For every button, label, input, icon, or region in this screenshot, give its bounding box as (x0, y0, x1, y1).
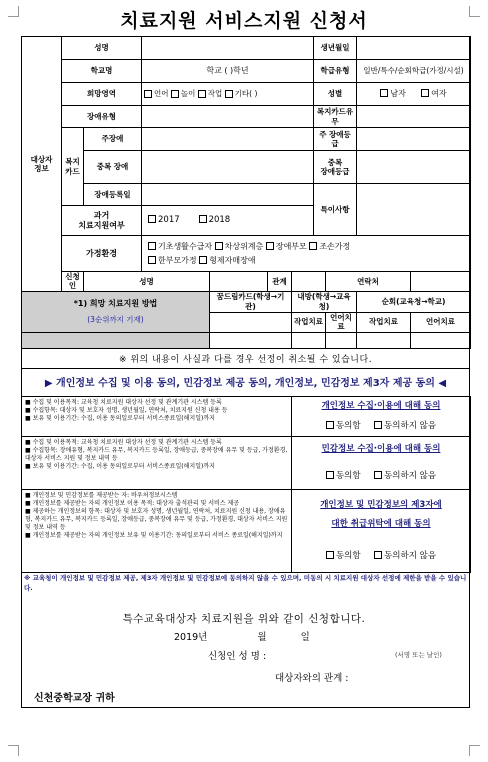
relation-label: 관계 (268, 272, 292, 292)
gender-label: 성별 (314, 83, 357, 106)
area-option-play[interactable]: 놀이 (171, 89, 196, 98)
gender-option-female[interactable]: 여자 (421, 89, 446, 98)
registered-date-field[interactable] (142, 184, 314, 206)
applicant-label: 신청인 (62, 272, 84, 292)
apply-statement: 특수교육대상자 치료지원을 위와 같이 신청합니다. (122, 613, 366, 625)
checkbox-icon (144, 90, 152, 98)
application-date (174, 629, 310, 643)
form-title: 치료지원 서비스지원 신청서 (120, 10, 368, 32)
applicant-signature-line[interactable]: 신청인 성 명 : (208, 651, 267, 662)
sensitive-disagree-option[interactable]: 동의하지 않음 (374, 471, 436, 481)
welfare-card-no-field[interactable] (357, 106, 471, 128)
consent-sensitive-title: 민감정보 수집·이용에 대해 동의 (321, 443, 441, 454)
checkbox-icon (225, 90, 233, 98)
itinerant-work-therapy[interactable]: 작업치료 (357, 312, 411, 332)
desired-area-options (142, 83, 314, 106)
sub-grade-label: 중복 장애등급 (314, 151, 357, 184)
checkbox-icon (374, 551, 382, 559)
itinerant-speech-therapy[interactable]: 언어치료 (411, 312, 471, 332)
special-notes-label: 특이사항 (314, 184, 357, 236)
checkbox-icon (380, 89, 388, 97)
area-option-speech[interactable]: 언어 (144, 89, 169, 98)
date-year[interactable]: 2019년 (174, 632, 208, 643)
visit-work-therapy[interactable]: 작업치료 (292, 312, 326, 332)
consent-personal-title: 개인정보 수집·이용에 대해 동의 (321, 401, 441, 412)
consent-third-party-options (292, 551, 470, 562)
welfare-card-no-label: 복지카드유무 (314, 106, 357, 128)
visit-speech-therapy[interactable]: 언어치료 (326, 312, 357, 332)
family-option-basic-livelihood[interactable]: 기초생활수급자 (148, 242, 212, 251)
past-option-2017[interactable]: 2017 (148, 215, 180, 225)
desired-method-subtitle: (3순위까지 기재) (87, 314, 144, 324)
itinerant-speech-rank[interactable] (411, 332, 471, 348)
crop-mark-bottom-left (8, 745, 19, 756)
welfare-card-label: 복지 카드 (62, 128, 84, 206)
third-party-disagree-option[interactable]: 동의하지 않음 (374, 551, 436, 561)
consent-table (21, 396, 471, 573)
checkbox-icon (266, 242, 274, 250)
consent-third-party-title-1: 개인정보 및 민감정보의 제3자에 (320, 500, 442, 511)
checkbox-icon (198, 90, 206, 98)
contact-field[interactable] (411, 272, 471, 292)
checkbox-icon (326, 551, 334, 559)
family-option-disabled-parent[interactable]: 장애부모 (266, 242, 307, 251)
checkbox-icon (374, 471, 382, 479)
checkbox-icon (374, 421, 382, 429)
itinerant-work-rank[interactable] (357, 332, 411, 348)
school-field[interactable]: 학교 ( )학년 (142, 60, 314, 83)
applicant-name-label: 성명 (84, 272, 210, 292)
checkbox-icon (309, 242, 317, 250)
past-support-options (142, 206, 314, 236)
consent-personal-cell (292, 397, 471, 437)
method-card-field[interactable] (210, 312, 292, 332)
consent-block-sensitive: ■ 수집 및 이용목적: 교육청 치료지원 대상자 선정 및 관계기관 시스템 등록 ■ 수집항목: 장애유형, 복지카드 유무, 복지카드 등록일, 장애등급, 중복장애 유무 및 등급, 가정환경, 대상자 서비스 지원 및 정보 내역 등 ■ 보유 및 이용기간: 수집, 이용 동의일로부터 서비스종료일(해지일)까지 (22, 437, 292, 490)
checkbox-icon (148, 215, 156, 223)
sensitive-agree-option[interactable]: 동의함 (326, 471, 361, 481)
consent-personal-options (292, 421, 470, 432)
method-itinerant-header: 순회(교육청→학교) (357, 291, 471, 312)
contact-label: 연락처 (326, 272, 411, 292)
name-field[interactable] (142, 37, 314, 60)
sub-grade-field[interactable] (357, 151, 471, 184)
family-env-options (142, 236, 471, 272)
disability-type-label: 장애유형 (62, 106, 142, 128)
consent-third-party-cell (292, 490, 471, 573)
area-option-other[interactable]: 기타( ) (225, 89, 258, 98)
checkbox-icon (148, 242, 156, 250)
method-card-rank[interactable] (210, 332, 292, 348)
consent-sensitive-options (292, 471, 470, 482)
name-label: 성명 (62, 37, 142, 60)
consent-block-personal: ■ 수집 및 이용목적: 교육청 치료지원 대상자 선정 및 관계기관 시스템 등록 ■ 수집항목: 대상자 및 보호자 성명, 생년월일, 연락처, 치료지원 신청 내용 등 ■ 보유 및 이용기간: 수집, 이용 동의일로부터 서비스종료일(해지일)까지 (22, 397, 292, 437)
accuracy-notice: ※ 위의 내용이 사실과 다를 경우 선정이 취소될 수 있습니다. (21, 351, 470, 369)
main-grade-label: 주 장애등급 (314, 128, 357, 151)
sub-disability-label: 중복 장애 (84, 151, 142, 184)
class-type-label: 학급유형 (314, 60, 357, 83)
main-disability-label: 주장애 (84, 128, 142, 151)
checkbox-icon (421, 89, 429, 97)
crop-mark-bottom-right (469, 745, 480, 756)
visit-work-rank[interactable] (292, 332, 326, 348)
personal-agree-option[interactable]: 동의함 (326, 421, 361, 431)
checkbox-icon (199, 256, 207, 264)
desired-area-label: 희망영역 (62, 83, 142, 106)
target-section-label: 대상자 정보 (22, 37, 62, 292)
birth-label: 생년월일 (314, 37, 357, 60)
applicant-name-field[interactable] (210, 272, 268, 292)
registered-date-label: 장애등록일 (84, 184, 142, 206)
recipient: 신천중학교장 귀하 (34, 693, 115, 704)
desired-method-title: *1) 희망 치료지원 방법 (73, 298, 158, 308)
class-type-field[interactable]: 일반/특수/순회학급(가정/시설) (357, 60, 471, 83)
checkbox-icon (199, 215, 207, 223)
area-option-occupational[interactable]: 작업 (198, 89, 223, 98)
signature-note: (서명 또는 날인) (395, 651, 442, 659)
main-disability-field[interactable] (142, 128, 314, 151)
third-party-agree-option[interactable]: 동의함 (326, 551, 361, 561)
checkbox-icon (171, 90, 179, 98)
family-option-near-poverty[interactable]: 차상위계층 (215, 242, 264, 251)
family-env-label: 가정환경 (62, 236, 142, 272)
past-support-label: 과거 치료지원여부 (62, 206, 142, 236)
past-option-2018[interactable]: 2018 (199, 215, 231, 225)
date-month[interactable]: 월 (257, 632, 267, 643)
consent-heading: ▶ 개인정보 수집 및 이용 동의, 민감정보 제공 동의, 개인정보, 민감정보 제3자 제공 동의 ◀ (44, 378, 447, 389)
visit-speech-rank[interactable] (326, 332, 357, 348)
personal-disagree-option[interactable]: 동의하지 않음 (374, 421, 436, 431)
method-visit-header: 내방(학생→교육청) (292, 291, 357, 312)
school-label: 학교명 (62, 60, 142, 83)
sub-disability-field[interactable] (142, 151, 314, 184)
method-card-header: 꿈드림카드(학생→기관) (210, 291, 292, 312)
family-option-grandparent[interactable]: 조손가정 (309, 242, 350, 251)
birth-field[interactable] (357, 37, 471, 60)
checkbox-icon (326, 471, 334, 479)
target-info-table (21, 36, 471, 349)
relation-line[interactable]: 대상자와의 관계 : (275, 673, 349, 684)
date-day[interactable]: 일 (300, 632, 310, 643)
desired-method-blank (22, 332, 210, 348)
checkbox-icon (148, 256, 156, 264)
checkbox-icon (326, 421, 334, 429)
consent-warning: ※ 교육청이 개인정보 및 민감정보 제공, 제3자 개인정보 및 민감정보에 동의하지 않을 수 있으며, 미동의 시 치료지원 대상자 선정에 제한을 받을 수 있습니다. (24, 574, 467, 592)
main-grade-field[interactable] (357, 128, 471, 151)
consent-block-third-party: ■ 개인정보 및 민감정보를 제공받는 자: 바우처정보시스템 ■ 개인정보를 제공받는 자의 개인정보 이용 목적: 대상자 출석관리 및 서비스 제공 ■ 제공하는 개인정보의 항목: 대상자 및 보호자 성명, 생년월일, 연락처, 치료지원 신청 내용, 장애유형, 복지카드 유무, 복지카드 등록일, 장애등급, 중복장애 유무 및 등급, 가정환경, 대상자 서비스 지원 및 정보 내역 등 ■ 개인정보를 제공받는 자의 개인정보 보유 및 이용기간: 동의일로부터 서비스 종료일(해지일)까지 (22, 490, 292, 573)
gender-options (357, 83, 471, 106)
consent-third-party-title-2: 대한 취급위탁에 대해 동의 (331, 519, 431, 530)
checkbox-icon (215, 242, 223, 250)
consent-sensitive-cell (292, 437, 471, 490)
desired-method-cell (22, 291, 210, 332)
special-notes-field[interactable] (357, 184, 471, 236)
relation-field[interactable] (292, 272, 326, 292)
family-option-single-parent[interactable]: 한부모가정 (148, 256, 197, 265)
disability-type-field[interactable] (142, 106, 314, 128)
family-option-sibling-disabled[interactable]: 형제자매장애 (199, 256, 255, 265)
gender-option-male[interactable]: 남자 (380, 89, 405, 98)
